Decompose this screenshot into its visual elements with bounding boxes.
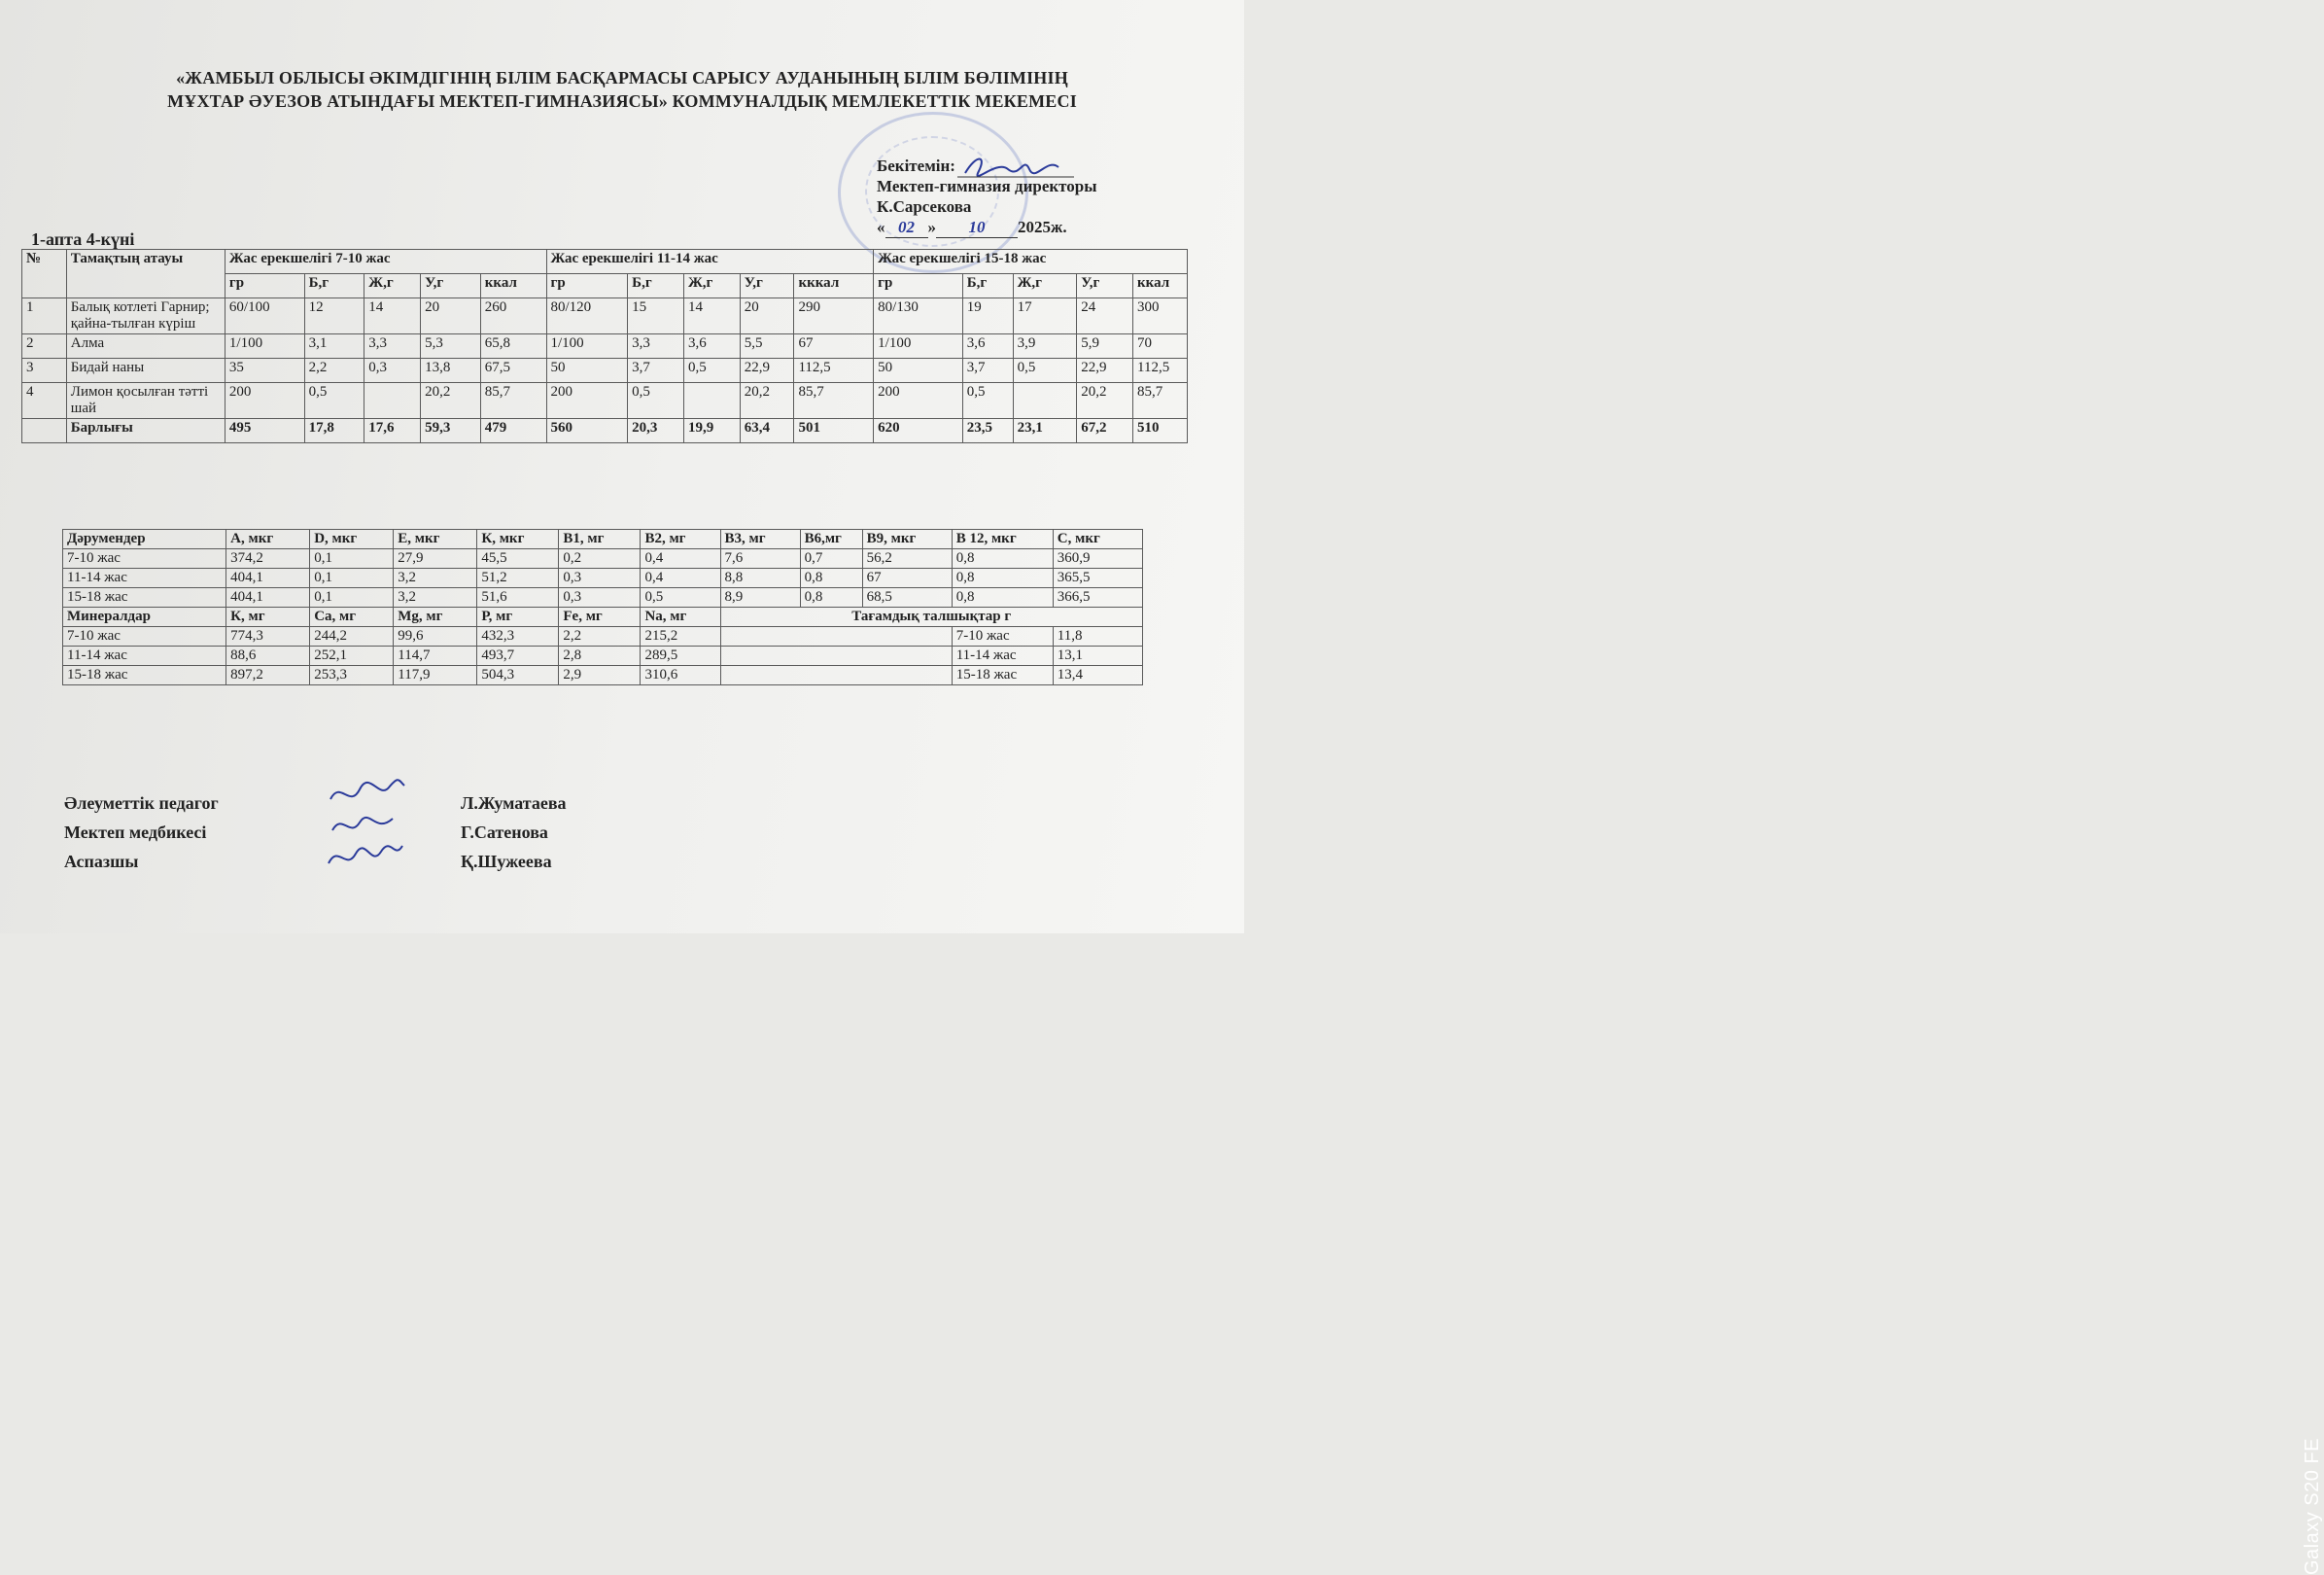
- value-cell: 80/130: [874, 298, 963, 334]
- value-cell: 112,5: [1133, 359, 1188, 383]
- dish-name: Бидай наны: [66, 359, 225, 383]
- value-cell: 3,3: [628, 334, 684, 359]
- signature-row-social-teacher: Әлеуметтік педагог Л.Жуматаева: [64, 793, 567, 813]
- value-cell: 112,5: [794, 359, 874, 383]
- vitamin-header-cell: В3, мг: [720, 530, 800, 549]
- subheader-cell: Ж,г: [1013, 274, 1077, 298]
- vitamin-header-cell: Дәрумендер: [63, 530, 226, 549]
- vitamin-header-cell: В9, мкг: [862, 530, 952, 549]
- value-cell: 12: [304, 298, 364, 334]
- mineral-cell: 215,2: [641, 627, 720, 647]
- total-cell: 63,4: [740, 419, 794, 443]
- value-cell: 260: [480, 298, 546, 334]
- total-label: Барлығы: [66, 419, 225, 443]
- mineral-cell: 253,3: [310, 666, 394, 685]
- mineral-row: [63, 627, 1143, 647]
- dish-name: Алма: [66, 334, 225, 359]
- mineral-cell: 114,7: [394, 647, 477, 666]
- vitamin-cell: 374,2: [226, 549, 310, 569]
- mineral-cell: 504,3: [477, 666, 559, 685]
- approval-date: « 02 » 10 2025ж.: [877, 218, 1067, 236]
- value-cell: 3,6: [962, 334, 1013, 359]
- total-cell: 620: [874, 419, 963, 443]
- signature-row-cook: Аспазшы Қ.Шужеева: [64, 852, 552, 871]
- vitamin-cell: 0,5: [641, 588, 720, 608]
- mineral-cell: 493,7: [477, 647, 559, 666]
- mineral-cell: 88,6: [226, 647, 310, 666]
- fiber-age: 7-10 жас: [952, 627, 1053, 647]
- vitamin-cell: 0,1: [310, 549, 394, 569]
- subheader-cell: У,г: [740, 274, 794, 298]
- vitamin-cell: 0,8: [952, 588, 1053, 608]
- table-row: [22, 383, 1188, 419]
- mineral-row: [63, 647, 1143, 666]
- mineral-cell: 2,2: [559, 627, 641, 647]
- vitamin-header-cell: В 12, мкг: [952, 530, 1053, 549]
- vitamin-header-cell: В2, мг: [641, 530, 720, 549]
- subheader-cell: Б,г: [304, 274, 364, 298]
- dish-name: Балық котлеті Гарнир; қайна-тылған күріш: [66, 298, 225, 334]
- mineral-cell: 289,5: [641, 647, 720, 666]
- mineral-header-cell: Na, мг: [641, 608, 720, 627]
- value-cell: [683, 383, 740, 419]
- subheader-cell: Ж,г: [683, 274, 740, 298]
- value-cell: 0,3: [364, 359, 421, 383]
- spacer-cell: [720, 666, 952, 685]
- vitamin-cell: 0,1: [310, 569, 394, 588]
- vitamin-cell: 0,8: [800, 588, 862, 608]
- vitamin-cell: 68,5: [862, 588, 952, 608]
- value-cell: 17: [1013, 298, 1077, 334]
- dish-name: Лимон қосылған тәтті шай: [66, 383, 225, 419]
- col-number: №: [22, 250, 67, 298]
- subheader-cell: Б,г: [628, 274, 684, 298]
- value-cell: 24: [1077, 298, 1133, 334]
- value-cell: 50: [874, 359, 963, 383]
- vitamin-cell: 51,6: [477, 588, 559, 608]
- value-cell: 67: [794, 334, 874, 359]
- mineral-header-cell: Р, мг: [477, 608, 559, 627]
- vitamin-header-cell: E, мкг: [394, 530, 477, 549]
- total-empty: [22, 419, 67, 443]
- subheader-cell: гр: [546, 274, 628, 298]
- vitamin-cell: 0,4: [641, 569, 720, 588]
- total-cell: 17,8: [304, 419, 364, 443]
- value-cell: 0,5: [962, 383, 1013, 419]
- value-cell: 15: [628, 298, 684, 334]
- row-number: 3: [22, 359, 67, 383]
- vitamin-cell: 0,7: [800, 549, 862, 569]
- vitamin-cell: 8,9: [720, 588, 800, 608]
- value-cell: 22,9: [740, 359, 794, 383]
- mineral-cell: 774,3: [226, 627, 310, 647]
- value-cell: 3,3: [364, 334, 421, 359]
- age-group-11-14: Жас ерекшелігі 11-14 жас: [546, 250, 874, 274]
- vitamin-header-cell: D, мкг: [310, 530, 394, 549]
- mineral-cell: 432,3: [477, 627, 559, 647]
- total-cell: 510: [1133, 419, 1188, 443]
- total-cell: 59,3: [421, 419, 481, 443]
- mineral-cell: 310,6: [641, 666, 720, 685]
- value-cell: 20,2: [740, 383, 794, 419]
- vitamin-cell: 51,2: [477, 569, 559, 588]
- value-cell: 200: [874, 383, 963, 419]
- mineral-cell: 252,1: [310, 647, 394, 666]
- total-cell: 23,1: [1013, 419, 1077, 443]
- camera-watermark: Galaxy S20 FE: [2302, 1437, 2323, 1575]
- total-cell: 495: [225, 419, 304, 443]
- table-row: [22, 334, 1188, 359]
- table-row: [22, 359, 1188, 383]
- value-cell: 60/100: [225, 298, 304, 334]
- row-number: 1: [22, 298, 67, 334]
- spacer-cell: [720, 627, 952, 647]
- total-cell: 23,5: [962, 419, 1013, 443]
- subheader-cell: У,г: [421, 274, 481, 298]
- row-number: 2: [22, 334, 67, 359]
- vitamin-cell: 15-18 жас: [63, 588, 226, 608]
- spacer-cell: [720, 647, 952, 666]
- vitamin-cell: 0,1: [310, 588, 394, 608]
- value-cell: 80/120: [546, 298, 628, 334]
- value-cell: 50: [546, 359, 628, 383]
- fiber-title: Тағамдық талшықтар г: [720, 608, 1142, 627]
- vitamin-row: [63, 549, 1143, 569]
- fiber-value: 13,4: [1053, 666, 1142, 685]
- subheader-cell: Ж,г: [364, 274, 421, 298]
- total-cell: 67,2: [1077, 419, 1133, 443]
- value-cell: 0,5: [304, 383, 364, 419]
- total-cell: 17,6: [364, 419, 421, 443]
- vitamin-header-cell: В1, мг: [559, 530, 641, 549]
- vitamin-cell: 0,8: [952, 549, 1053, 569]
- vitamin-header-cell: К, мкг: [477, 530, 559, 549]
- subheader-cell: гр: [225, 274, 304, 298]
- value-cell: 85,7: [480, 383, 546, 419]
- value-cell: 20: [740, 298, 794, 334]
- mineral-cell: 117,9: [394, 666, 477, 685]
- vitamin-cell: 404,1: [226, 588, 310, 608]
- mineral-cell: 15-18 жас: [63, 666, 226, 685]
- subheader-cell: кккал: [794, 274, 874, 298]
- fiber-age: 15-18 жас: [952, 666, 1053, 685]
- table-row: [22, 298, 1188, 334]
- value-cell: 13,8: [421, 359, 481, 383]
- menu-header-row: [22, 250, 1188, 274]
- vitamin-cell: 0,8: [952, 569, 1053, 588]
- mineral-cell: 2,8: [559, 647, 641, 666]
- subheader-cell: У,г: [1077, 274, 1133, 298]
- vitamin-header-cell: A, мкг: [226, 530, 310, 549]
- total-cell: 479: [480, 419, 546, 443]
- value-cell: 2,2: [304, 359, 364, 383]
- col-dish-name: Тамақтың атауы: [66, 250, 225, 298]
- vitamin-cell: 7-10 жас: [63, 549, 226, 569]
- value-cell: 1/100: [225, 334, 304, 359]
- value-cell: 20: [421, 298, 481, 334]
- subheader-cell: ккал: [480, 274, 546, 298]
- value-cell: 85,7: [794, 383, 874, 419]
- menu-table: [21, 249, 1188, 443]
- approval-position: Мектеп-гимназия директоры: [877, 177, 1097, 195]
- vitamin-cell: 3,2: [394, 569, 477, 588]
- mineral-header-cell: Са, мг: [310, 608, 394, 627]
- total-cell: 20,3: [628, 419, 684, 443]
- value-cell: 1/100: [546, 334, 628, 359]
- value-cell: 0,5: [628, 383, 684, 419]
- vitamin-cell: 366,5: [1053, 588, 1142, 608]
- mineral-cell: 99,6: [394, 627, 477, 647]
- value-cell: 290: [794, 298, 874, 334]
- mineral-header-cell: Mg, мг: [394, 608, 477, 627]
- value-cell: 200: [546, 383, 628, 419]
- value-cell: 5,9: [1077, 334, 1133, 359]
- value-cell: [1013, 383, 1077, 419]
- subheader-cell: гр: [874, 274, 963, 298]
- vitamin-cell: 404,1: [226, 569, 310, 588]
- value-cell: 67,5: [480, 359, 546, 383]
- vitamin-header-cell: С, мкг: [1053, 530, 1142, 549]
- value-cell: 5,5: [740, 334, 794, 359]
- subheader-cell: ккал: [1133, 274, 1188, 298]
- signature-row-nurse: Мектеп медбикесі Г.Сатенова: [64, 822, 548, 842]
- value-cell: 20,2: [421, 383, 481, 419]
- value-cell: 20,2: [1077, 383, 1133, 419]
- age-group-15-18: Жас ерекшелігі 15-18 жас: [874, 250, 1188, 274]
- vitamins-header-row: [63, 530, 1143, 549]
- subheader-cell: Б,г: [962, 274, 1013, 298]
- vitamin-cell: 27,9: [394, 549, 477, 569]
- value-cell: 3,7: [628, 359, 684, 383]
- mineral-cell: 244,2: [310, 627, 394, 647]
- mineral-header-cell: Минералдар: [63, 608, 226, 627]
- value-cell: 5,3: [421, 334, 481, 359]
- vitamin-header-cell: В6,мг: [800, 530, 862, 549]
- age-group-7-10: Жас ерекшелігі 7-10 жас: [225, 250, 546, 274]
- approval-label: Бекітемін:: [877, 157, 955, 175]
- mineral-cell: 2,9: [559, 666, 641, 685]
- value-cell: 3,9: [1013, 334, 1077, 359]
- header-line-2: МҰХТАР ӘУЕЗОВ АТЫНДАҒЫ МЕКТЕП-ГИМНАЗИЯСЫ» КОММУНАЛДЫҚ МЕМЛЕКЕТТІК МЕКЕМЕСІ: [167, 91, 1077, 111]
- vitamin-cell: 360,9: [1053, 549, 1142, 569]
- value-cell: [364, 383, 421, 419]
- value-cell: 22,9: [1077, 359, 1133, 383]
- vitamins-minerals-table: [62, 529, 1143, 685]
- vitamin-cell: 0,3: [559, 569, 641, 588]
- vitamin-cell: 67: [862, 569, 952, 588]
- fiber-value: 13,1: [1053, 647, 1142, 666]
- value-cell: 19: [962, 298, 1013, 334]
- vitamin-cell: 56,2: [862, 549, 952, 569]
- vitamin-cell: 0,2: [559, 549, 641, 569]
- value-cell: 65,8: [480, 334, 546, 359]
- value-cell: 300: [1133, 298, 1188, 334]
- value-cell: 35: [225, 359, 304, 383]
- value-cell: 0,5: [683, 359, 740, 383]
- total-cell: 19,9: [683, 419, 740, 443]
- mineral-cell: 897,2: [226, 666, 310, 685]
- mineral-cell: 11-14 жас: [63, 647, 226, 666]
- vitamin-cell: 8,8: [720, 569, 800, 588]
- value-cell: 1/100: [874, 334, 963, 359]
- mineral-header-cell: Fe, мг: [559, 608, 641, 627]
- value-cell: 14: [364, 298, 421, 334]
- fiber-value: 11,8: [1053, 627, 1142, 647]
- vitamin-row: [63, 569, 1143, 588]
- value-cell: 200: [225, 383, 304, 419]
- total-cell: 560: [546, 419, 628, 443]
- value-cell: 70: [1133, 334, 1188, 359]
- approval-name: К.Сарсекова: [877, 197, 972, 216]
- handwritten-signatures: [321, 770, 418, 887]
- row-number: 4: [22, 383, 67, 419]
- mineral-row: [63, 666, 1143, 685]
- approval-block: [877, 156, 1097, 237]
- fiber-age: 11-14 жас: [952, 647, 1053, 666]
- vitamin-cell: 365,5: [1053, 569, 1142, 588]
- value-cell: 0,5: [1013, 359, 1077, 383]
- vitamin-cell: 7,6: [720, 549, 800, 569]
- total-cell: 501: [794, 419, 874, 443]
- vitamin-cell: 45,5: [477, 549, 559, 569]
- value-cell: 3,6: [683, 334, 740, 359]
- vitamin-cell: 3,2: [394, 588, 477, 608]
- vitamin-row: [63, 588, 1143, 608]
- mineral-header-cell: К, мг: [226, 608, 310, 627]
- mineral-cell: 7-10 жас: [63, 627, 226, 647]
- value-cell: 3,7: [962, 359, 1013, 383]
- value-cell: 3,1: [304, 334, 364, 359]
- value-cell: 14: [683, 298, 740, 334]
- header-line-1: «ЖАМБЫЛ ОБЛЫСЫ ӘКІМДІГІНІҢ БІЛІМ БАСҚАРМАСЫ САРЫСУ АУДАНЫНЫҢ БІЛІМ БӨЛІМІНІҢ: [176, 68, 1068, 88]
- total-row: [22, 419, 1188, 443]
- week-day-label: 1-апта 4-күні: [31, 229, 135, 249]
- value-cell: 85,7: [1133, 383, 1188, 419]
- vitamin-cell: 0,3: [559, 588, 641, 608]
- minerals-header-row: [63, 608, 1143, 627]
- vitamin-cell: 11-14 жас: [63, 569, 226, 588]
- approval-month: 10: [936, 217, 1018, 238]
- vitamin-cell: 0,4: [641, 549, 720, 569]
- approval-day: 02: [885, 217, 928, 238]
- vitamin-cell: 0,8: [800, 569, 862, 588]
